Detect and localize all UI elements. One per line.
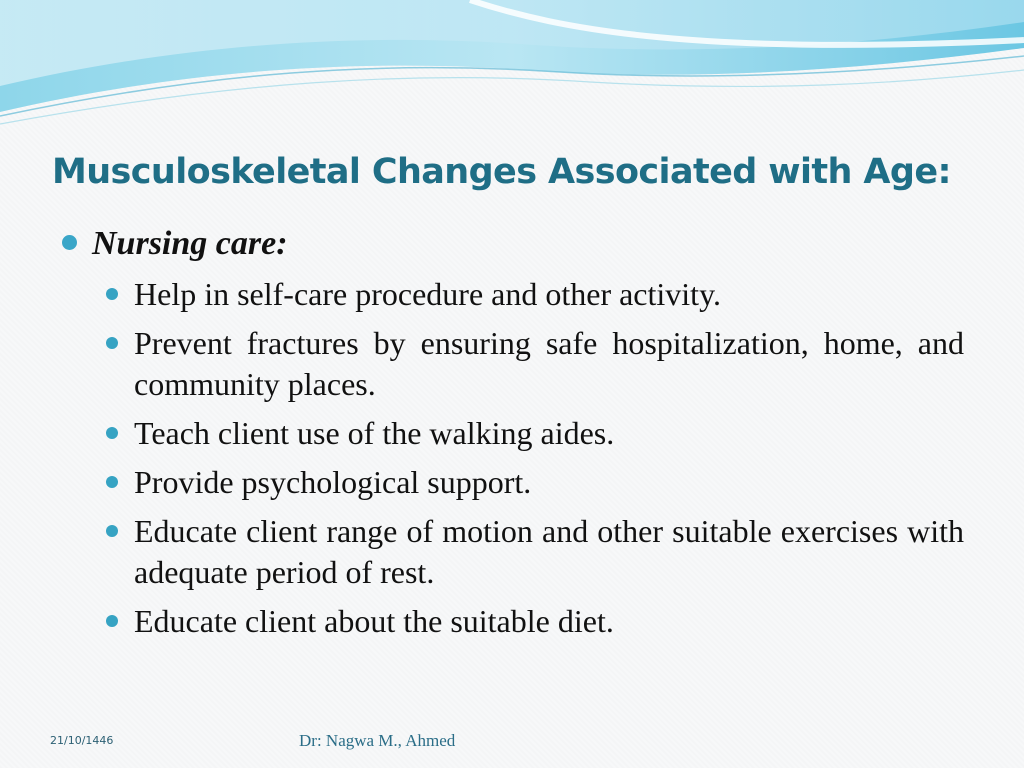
header-wave-decoration (0, 0, 1024, 130)
list-item (134, 601, 964, 642)
list-item-text: Educate client range of motion and other suitable exercises with adequate period of rest. (134, 513, 964, 590)
list-item-text: Prevent fractures by ensuring safe hospitalization, home, and community places. (134, 325, 964, 402)
bullet-icon (106, 337, 118, 349)
slide-title: Musculoskeletal Changes Associated with Age: (52, 152, 951, 192)
bullet-icon (106, 427, 118, 439)
bullet-icon (106, 288, 118, 300)
bullet-icon (106, 615, 118, 627)
section-heading-text: Nursing care: (92, 225, 288, 262)
bullet-icon (106, 476, 118, 488)
list-item (134, 323, 964, 405)
section-heading (62, 222, 964, 266)
slide-content (62, 222, 964, 650)
nursing-care-list (62, 274, 964, 642)
list-item-text: Help in self-care procedure and other activity. (134, 276, 721, 312)
list-item-text: Provide psychological support. (134, 464, 532, 500)
footer-author: Dr: Nagwa M., Ahmed (299, 731, 456, 750)
list-item (134, 274, 964, 315)
bullet-icon (106, 525, 118, 537)
list-item (134, 511, 964, 593)
list-item (134, 413, 964, 454)
list-item (134, 462, 964, 503)
list-item-text: Teach client use of the walking aides. (134, 415, 615, 451)
bullet-icon (62, 235, 77, 250)
list-item-text: Educate client about the suitable diet. (134, 603, 614, 639)
footer-date: 21/10/1446 (50, 734, 114, 747)
